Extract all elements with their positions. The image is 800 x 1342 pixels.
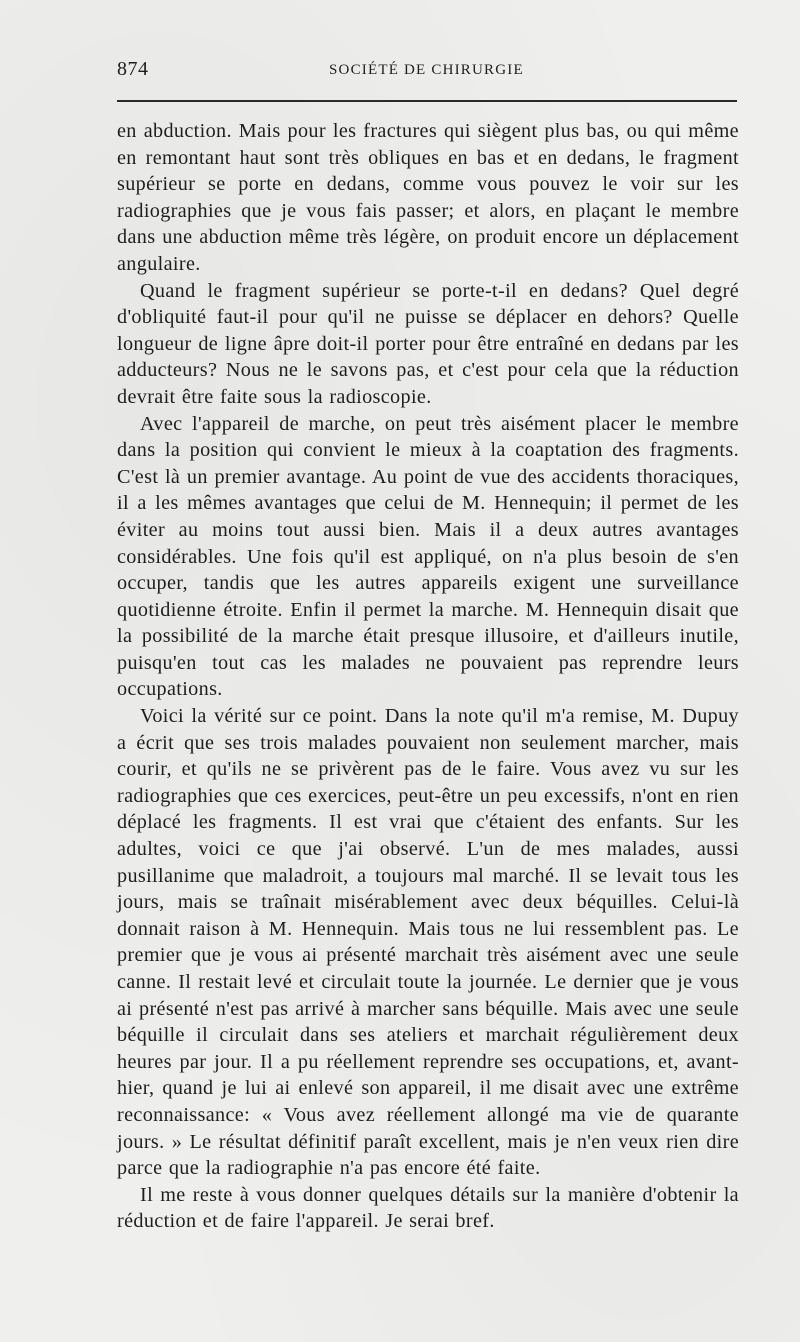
page-number: 874 (117, 58, 149, 80)
body-text (117, 118, 739, 1235)
page-header (117, 58, 737, 88)
running-head: SOCIÉTÉ DE CHIRURGIE (329, 62, 524, 78)
paragraph: Quand le fragment supérieur se porte-t-il en dedans? Quel degré d'obliquité faut-il pour qu'il ne puisse se déplacer en dehors? Quelle longueur de ligne âpre doit-il porter pour être entraîné en dedans par les adducteurs? Nous ne le savons pas, et c'est pour cela que la réduction devrait être faite sous la radioscopie. (117, 279, 739, 408)
paragraph: Voici la vérité sur ce point. Dans la note qu'il m'a remise, M. Dupuy a écrit que ses trois malades pouvaient non seulement marcher, mais courir, et qu'ils ne se privèrent pas de le faire. Vous avez vu sur les radiographies que ces exercices, peut-être un peu excessifs, n'ont en rien déplacé les fragments. Il est vrai que c'étaient des enfants. Sur les adultes, voici ce que j'ai observé. L'un de mes malades, aussi pusillanime que maladroit, a toujours mal marché. Il se levait tous les jours, mais se traînait misérablement avec deux béquilles. Celui-là donnait raison à M. Hennequin. Mais tous ne lui ressemblent pas. Le premier que je vous ai présenté marchait très aisément avec une seule canne. Il restait levé et circulait toute la journée. Le dernier que je vous ai présenté n'est pas arrivé à marcher sans béquille. Mais avec une seule béquille il circulait dans ses ateliers et marchait régulièrement deux heures par jour. Il a pu réellement reprendre ses occupations, et, avant-hier, quand je lui ai enlevé son appareil, il me disait avec une extrême reconnaissance: « Vous avez réellement allongé ma vie de quarante jours. » Le résultat définitif paraît excellent, mais je n'en veux rien dire parce que la radiographie n'a pas encore été faite. (117, 705, 739, 1180)
paragraph: Il me reste à vous donner quelques détails sur la manière d'obtenir la réduction et de faire l'appareil. Je serai bref. (117, 1183, 739, 1233)
paragraph: Avec l'appareil de marche, on peut très aisément placer le membre dans la position qui convient le mieux à la coaptation des fragments. C'est là un premier avantage. Au point de vue des accidents thoraciques, il a les mêmes avantages que celui de M. Hennequin; il permet de les éviter au moins tout aussi bien. Mais il a deux autres avantages considérables. Une fois qu'il est appliqué, on n'a plus besoin de s'en occuper, tandis que les autres appareils exigent une surveillance quotidienne étroite. Enfin il permet la marche. M. Hennequin disait que la possibilité de la marche était presque illusoire, et d'ailleurs inutile, puisqu'en tout cas les malades ne pouvaient pas reprendre leurs occupations. (117, 412, 739, 701)
header-rule (117, 100, 737, 102)
paragraph: en abduction. Mais pour les fractures qui siègent plus bas, ou qui même en remontant haut sont très obliques en bas et en dedans, le fragment supérieur se porte en dedans, comme vous pouvez le voir sur les radiographies que je vous fais passer; et alors, en plaçant le membre dans une abduction même très légère, on produit encore un déplacement angulaire. (117, 120, 739, 275)
